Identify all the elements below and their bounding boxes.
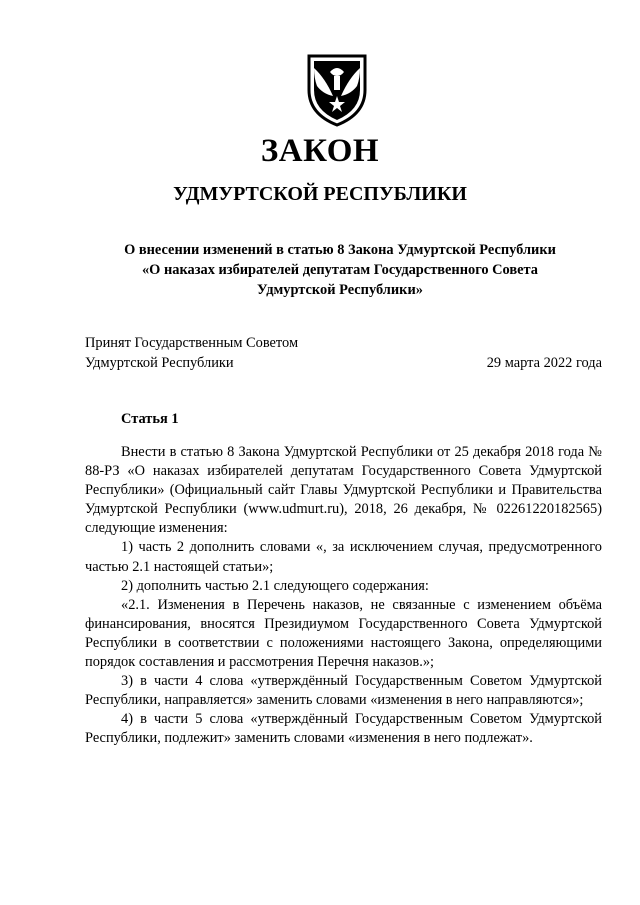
article-paragraph: 4) в части 5 слова «утверждённый Государственным Советом Удмуртской Республики, подлежит» заменить словами «изменения в него подлежат». [85,711,602,747]
article-paragraph: «2.1. Изменения в Перечень наказов, не связанные с изменением объёма финансирования, вносятся Президиумом Государственного Совета Удмуртской Республики в соответствии с положениями настоящего Закона, определяющими порядок составления и рассмотрения Перечня наказов.»; [85,596,602,671]
law-subject-line: Удмуртской Республики» [257,282,423,298]
article-heading: Статья 1 [121,411,179,427]
article-paragraph: 1) часть 2 дополнить словами «, за исключением случая, предусмотренного частью 2.1 настоящей статьи»; [85,539,602,575]
coat-of-arms-icon [303,52,371,128]
law-subject-line: О внесении изменений в статью 8 Закона Удмуртской Республики [124,242,556,258]
adoption-date: 29 марта 2022 года [486,355,602,371]
adopted-by-line: Принят Государственным Советом [85,335,299,351]
article-body [85,443,602,749]
article-paragraph: 3) в части 4 слова «утверждённый Государственным Советом Удмуртской Республики, направляется» заменить словами «изменения в него направляются»; [85,673,602,709]
article-paragraph: 2) дополнить частью 2.1 следующего содержания: [121,577,429,594]
document-title: ЗАКОН [260,133,380,169]
document-subtitle: УДМУРТСКОЙ РЕСПУБЛИКИ [173,183,467,205]
article-paragraph: Внести в статью 8 Закона Удмуртской Республики от 25 декабря 2018 года № 88-РЗ «О наказах избирателей депутатам Государственного Совета Удмуртской Республики» (Официальный сайт Главы Удмуртской Республики и Правительства Удмуртской Республики (www.udmurt.ru), 2018, 26 декабря, № 02261220182565) следующие изменения: [85,444,602,537]
adopted-by [85,333,298,373]
adopted-by-line: Удмуртской Республики [85,355,234,371]
law-subject [95,240,585,300]
law-subject-line: «О наказах избирателей депутатам Государственного Совета [141,262,538,278]
